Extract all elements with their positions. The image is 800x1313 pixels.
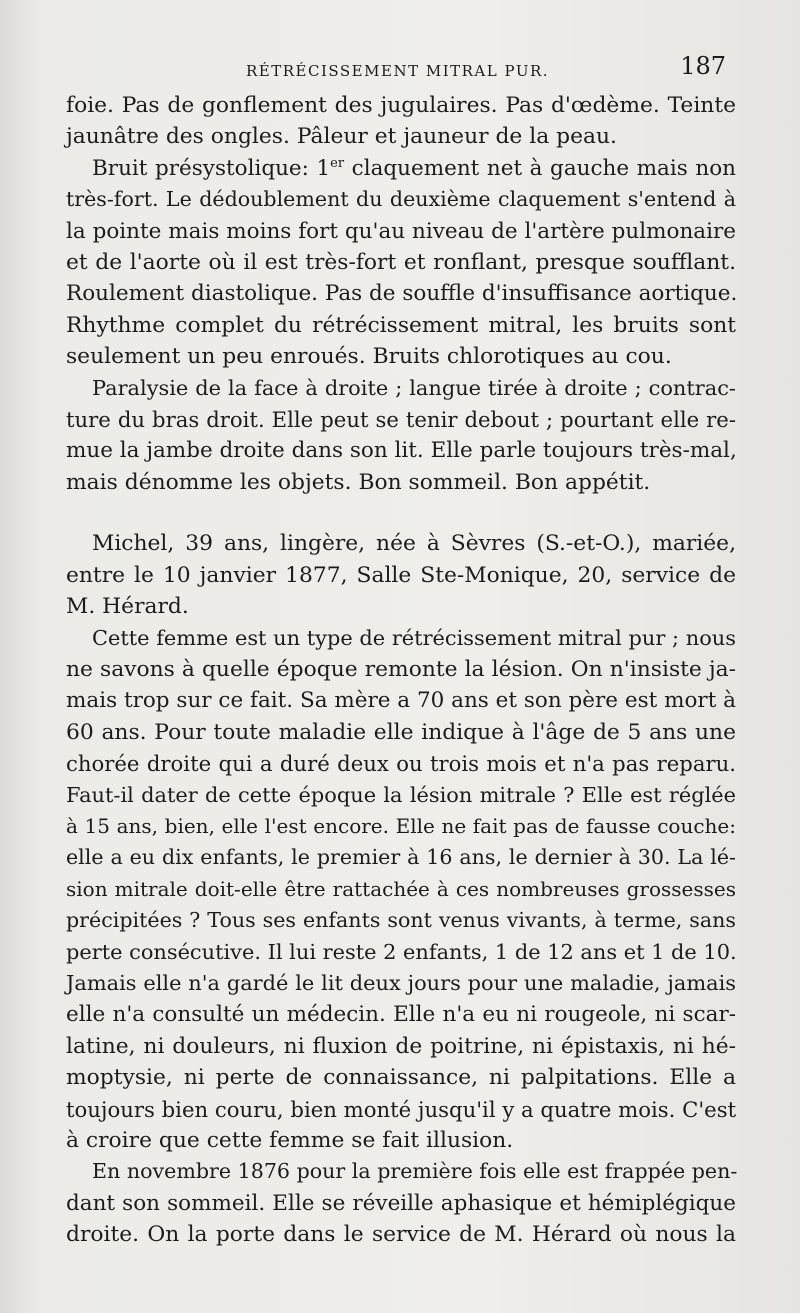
paragraph	[66, 373, 736, 499]
text-line: elle n'a consulté un médecin. Elle n'a eu ni rougeole, ni scar-	[66, 1002, 736, 1028]
text-line: très-fort. Le dédoublement du deuxième claquement s'entend à	[66, 187, 736, 212]
text-line: Jamais elle n'a gardé le lit deux jours pour une maladie, jamais	[66, 970, 736, 995]
text-line: entre le 10 janvier 1877, Salle Ste-Monique, 20, service de	[66, 562, 736, 588]
paragraph	[66, 90, 736, 153]
text-fragment: Bruit présystolique: 1	[92, 155, 331, 181]
paragraph	[66, 153, 736, 373]
text-line: moptysie, ni perte de connaissance, ni palpitations. Elle a	[66, 1065, 736, 1091]
text-line: et de l'aorte où il est très-fort et ronflant, presque soufflant.	[66, 250, 736, 276]
section-gap	[66, 498, 736, 528]
page-header	[66, 52, 734, 88]
paragraph	[66, 1156, 736, 1250]
text-line: Cette femme est un type de rétrécissement mitral pur ; nous	[92, 625, 736, 650]
text-line: jaunâtre des ongles. Pâleur et jauneur de la peau.	[66, 124, 617, 150]
page-number: 187	[680, 52, 726, 80]
text-line: Michel, 39 ans, lingère, née à Sèvres (S.-et-O.), mariée,	[92, 531, 736, 557]
text-line: à croire que cette femme se fait illusion.	[66, 1128, 514, 1153]
text-line: mais dénomme les objets. Bon sommeil. Bon appétit.	[66, 469, 651, 495]
text-line: Paralysie de la face à droite ; langue tirée à droite ; contrac-	[92, 375, 736, 400]
text-line: précipitées ? Tous ses enfants sont venus vivants, à terme, sans	[66, 908, 736, 933]
text-line: elle a eu dix enfants, le premier à 16 ans, le dernier à 30. La lé-	[66, 845, 736, 870]
paragraph	[66, 623, 736, 1157]
text-line: En novembre 1876 pour la première fois elle est frappée pen-	[92, 1159, 738, 1184]
text-line: seulement un peu enroués. Bruits chlorotiques au cou.	[66, 344, 672, 370]
text-line: mue la jambe droite dans son lit. Elle parle toujours très-mal,	[66, 438, 737, 464]
text-line	[66, 153, 736, 184]
text-line: à 15 ans, bien, elle l'est encore. Elle ne fait pas de fausse couche:	[66, 813, 736, 838]
text-line: chorée droite qui a duré deux ou trois mois et n'a pas reparu.	[66, 751, 736, 777]
text-line: Faut-il dater de cette époque la lésion mitrale ? Elle est réglée	[66, 782, 736, 807]
text-line: toujours bien couru, bien monté jusqu'il y a quatre mois. C'est	[66, 1096, 737, 1122]
superscript: er	[330, 155, 345, 171]
text-line: mais trop sur ce fait. Sa mère a 70 ans et son père est mort à	[66, 688, 736, 714]
text-fragment: claquement net à gauche mais non	[344, 155, 736, 181]
text-line: Rhythme complet du rétrécissement mitral, les bruits sont	[66, 312, 736, 338]
text-line: foie. Pas de gonflement des jugulaires. Pas d'œdème. Teinte	[66, 93, 736, 118]
text-line: ture du bras droit. Elle peut se tenir debout ; pourtant elle re-	[66, 407, 736, 433]
text-line: M. Hérard.	[66, 594, 189, 620]
paragraph	[66, 528, 736, 622]
running-title: RÉTRÉCISSEMENT MITRAL PUR.	[246, 62, 550, 80]
text-line: Roulement diastolique. Pas de souffle d'insuffisance aortique.	[66, 281, 738, 307]
text-line: latine, ni douleurs, ni fluxion de poitrine, ni épistaxis, ni hé-	[66, 1033, 736, 1059]
body-text	[66, 90, 736, 1251]
text-line: sion mitrale doit-elle être rattachée à ces nombreuses grossesses	[66, 876, 736, 901]
text-line: dant son sommeil. Elle se réveille aphasique et hémiplégique	[66, 1190, 736, 1216]
text-line: la pointe mais moins fort qu'au niveau de l'artère pulmonaire	[66, 218, 736, 244]
text-line: perte consécutive. Il lui reste 2 enfants, 1 de 12 ans et 1 de 10.	[66, 939, 737, 964]
text-line: 60 ans. Pour toute maladie elle indique à l'âge de 5 ans une	[66, 719, 736, 745]
text-line: ne savons à quelle époque remonte la lésion. On n'insiste ja-	[66, 656, 736, 682]
text-line: droite. On la porte dans le service de M. Hérard où nous la	[66, 1222, 736, 1248]
